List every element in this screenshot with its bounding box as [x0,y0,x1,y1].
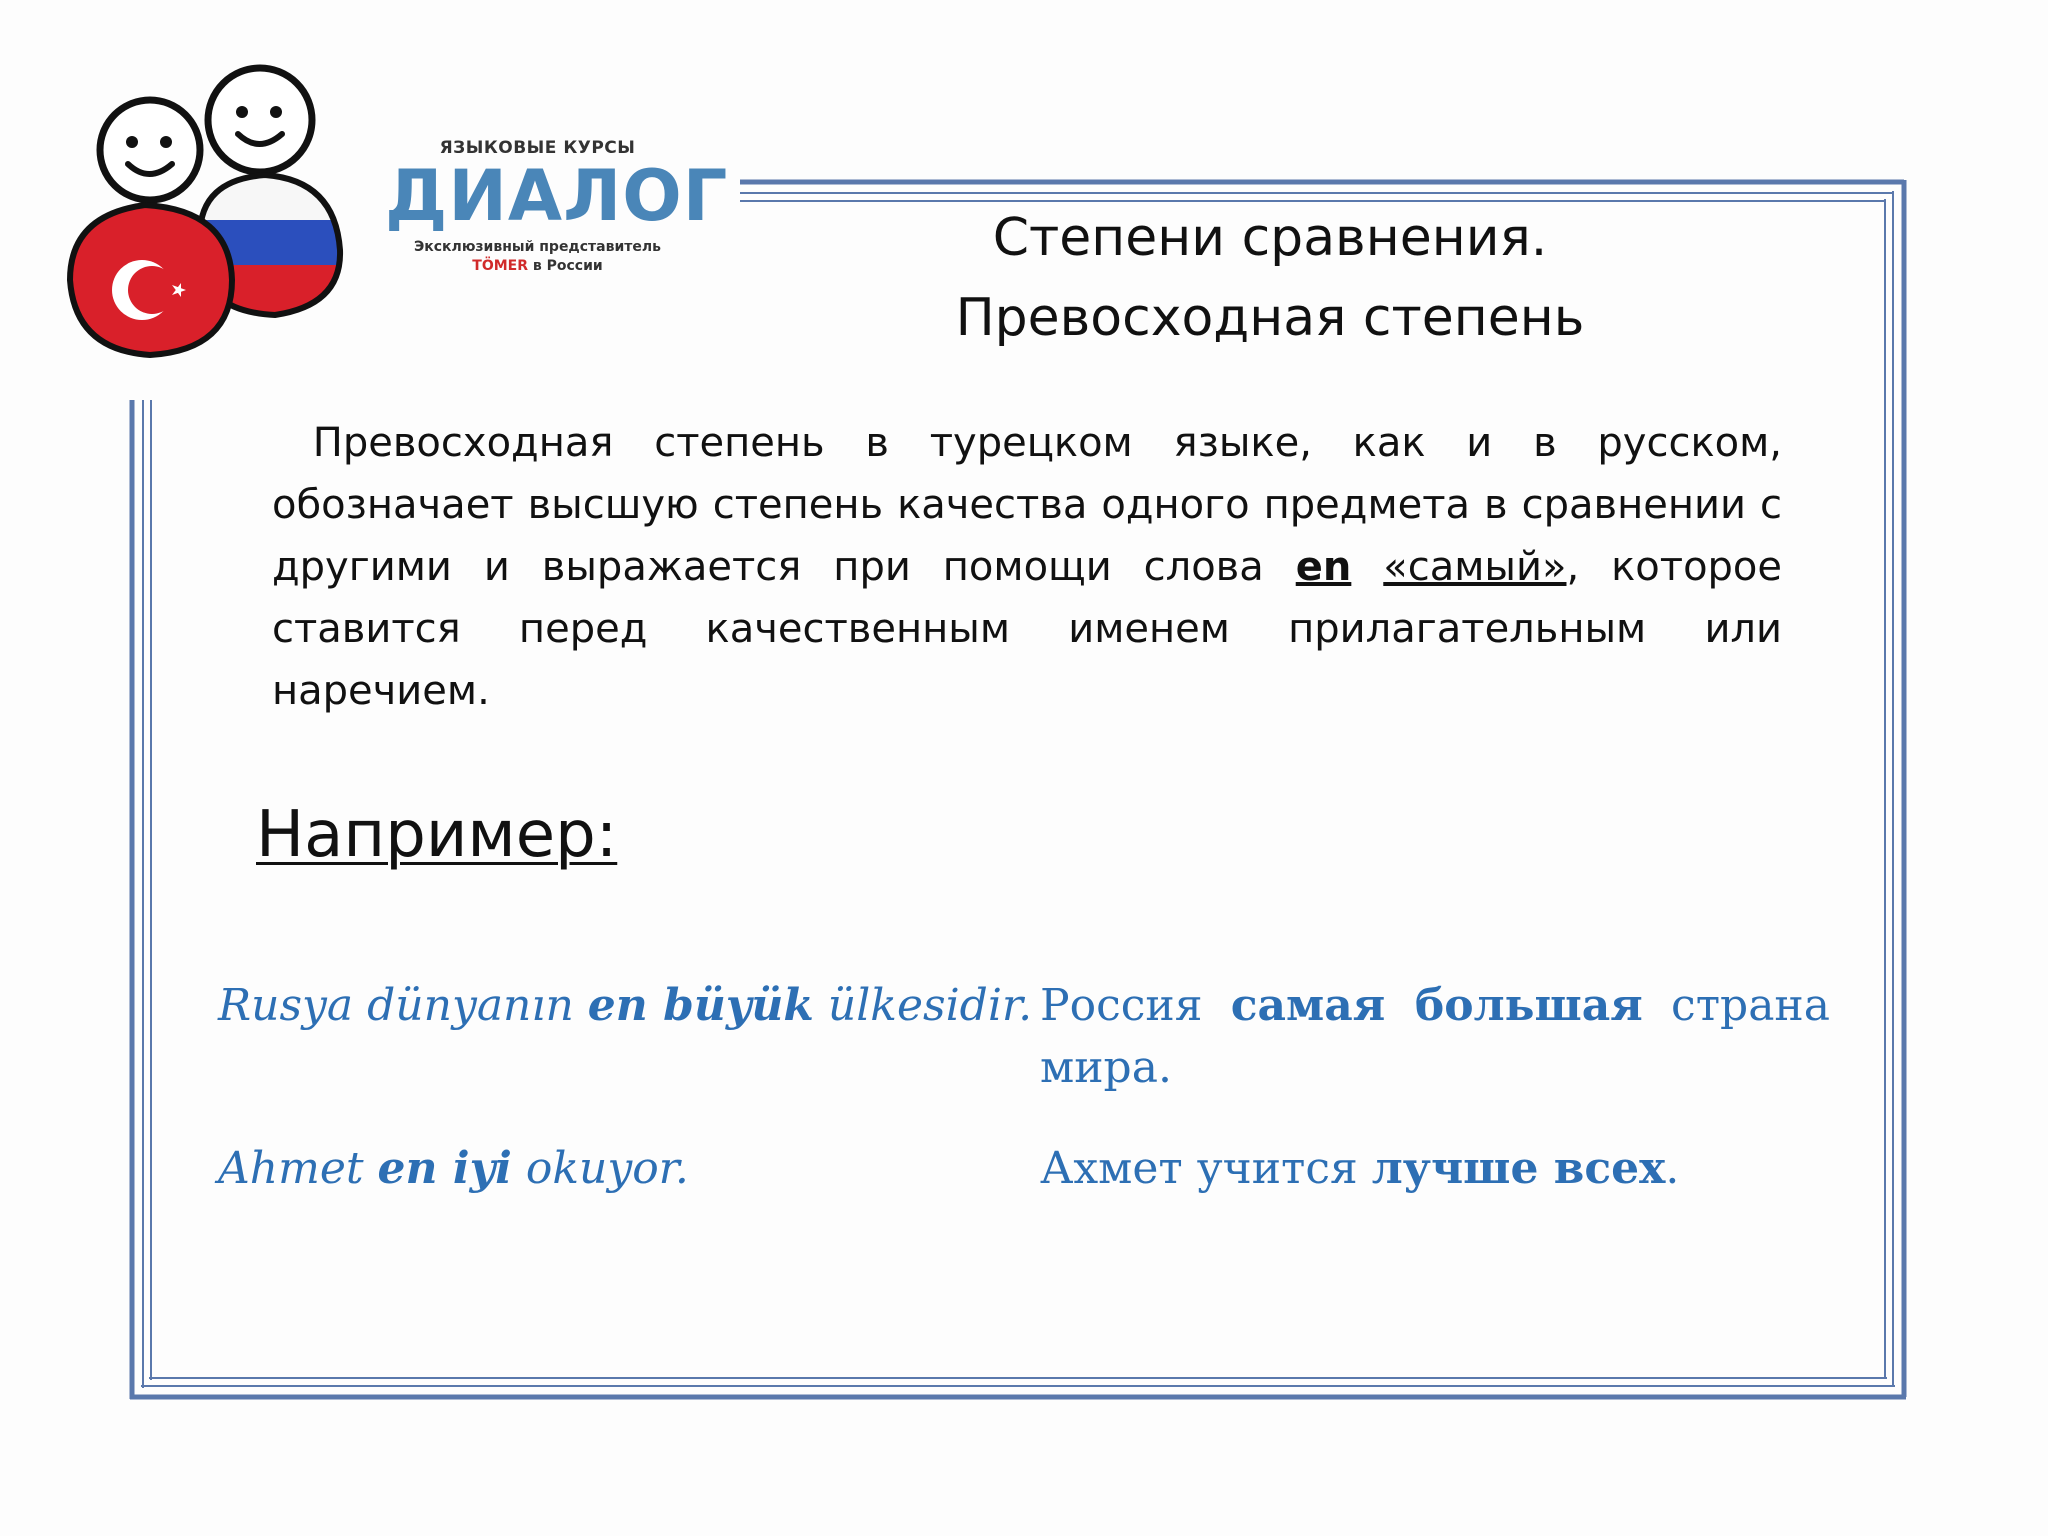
example-2-tr-pre: Ahmet [218,1143,378,1194]
example-1-russian [1040,975,1830,1099]
example-1-ru-bold: самая большая [1230,980,1643,1031]
example-2-russian [1040,1138,1679,1200]
brand-top-text: ЯЗЫКОВЫЕ КУРСЫ [439,138,636,158]
example-2-ru-post: . [1665,1143,1680,1194]
brand-sub-line1: Эксклюзивный представитель [413,239,661,255]
brand-subtitle [385,238,690,276]
example-1-ru-post: страна мира. [1040,980,1830,1093]
paragraph-part1: Превосходная степень в турецком языке, как и в русском, обозначает высшую степень качества одного предмета в сравнении с другими и выражается при помощи слова [272,420,1782,590]
brand-block [385,138,729,276]
example-heading: Например: [256,798,618,872]
brand-tomer: TÖMER [472,258,529,274]
example-1-tr-post: ülkesidir. [813,980,1033,1031]
keyword-en: en [1295,544,1352,590]
brand-sub-line2-rest: в России [528,258,603,274]
keyword-samyi: «самый» [1383,544,1567,590]
example-2-tr-post: okuyor. [511,1143,689,1194]
example-1-turkish [218,975,1032,1037]
example-1-tr-pre: Rusya dünyanın [218,980,588,1031]
definition-paragraph [272,412,1782,722]
example-1-tr-bold: en büyük [587,980,814,1031]
paragraph-part2: , которое ставится перед качественным именем прилагательным или наречием. [272,544,1783,714]
example-2-tr-bold: en iyi [377,1143,512,1194]
title-line-2: Превосходная степень [955,288,1585,348]
brand-sub-line2 [385,257,690,276]
example-2-ru-pre: Ахмет учится [1040,1143,1372,1194]
title-line-1: Степени сравнения. [992,208,1548,268]
example-2-turkish [218,1138,689,1200]
two-smiley-faces-turkish-russian-flags-icon [60,50,380,370]
example-1-ru-pre: Россия [1040,980,1231,1031]
brand-name: ДИАЛОГ [385,155,729,237]
example-2-ru-bold: лучше всех [1371,1143,1666,1194]
page-title [880,198,1660,358]
